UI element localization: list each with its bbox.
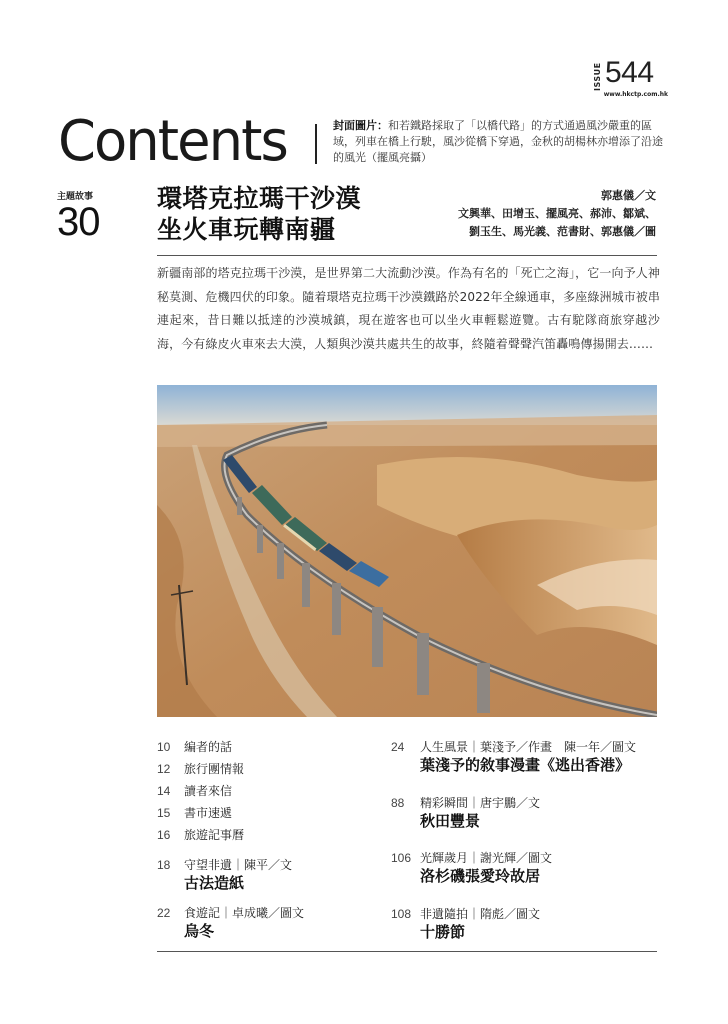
toc-label: 書市速遞 [184, 806, 233, 820]
toc-item[interactable] [157, 826, 387, 856]
toc-label: 人生風景｜葉淺予／作畫 陳一年／圖文 [420, 740, 637, 754]
toc-label: 精彩瞬間｜唐宇鵬／文 [420, 796, 541, 810]
page-title: Contents [58, 109, 287, 174]
toc-label: 光輝歲月｜謝光輝／圖文 [420, 851, 553, 865]
feature-title[interactable] [157, 183, 361, 245]
toc-title: 秋田豐景 [420, 812, 481, 830]
bottom-divider [157, 951, 657, 952]
toc-label: 守望非遺｜陳平／文 [184, 858, 293, 872]
cover-caption-text: 和若鐵路採取了「以橋代路」的方式通過風沙嚴重的區域，列車在橋上行駛，風沙從橋下穿過，金秋的胡楊林亦增添了沿途的風光（擺風亮攝） [333, 119, 663, 164]
toc-page-number: 10 [157, 740, 171, 754]
feature-divider [157, 255, 657, 256]
toc-item[interactable] [391, 794, 661, 849]
feature-title-line1: 環塔克拉瑪干沙漠 [157, 184, 362, 213]
feature-author-line3: 劉玉生、馬光義、范書財、郭惠儀／圖 [469, 225, 656, 238]
toc-page-number: 106 [391, 851, 412, 865]
toc-right-column [391, 738, 661, 949]
feature-credits [458, 187, 656, 241]
toc-item[interactable] [157, 804, 387, 826]
toc-page-number: 14 [157, 784, 171, 798]
feature-tag: 主題故事 [57, 192, 94, 202]
toc-label: 旅遊記事曆 [184, 828, 245, 842]
toc-title: 十勝節 [420, 923, 466, 941]
title-divider [315, 124, 317, 164]
toc-item[interactable] [157, 760, 387, 782]
feature-page-number[interactable]: 30 [57, 200, 100, 244]
toc-title: 葉淺予的敘事漫畫《逃出香港》 [420, 756, 631, 774]
toc-item[interactable] [157, 856, 387, 904]
toc-page-number: 24 [391, 740, 405, 754]
cover-caption [333, 118, 663, 166]
feature-summary: 新疆南部的塔克拉瑪干沙漠，是世界第二大流動沙漠。作為有名的「死亡之海」，它一向予人神秘莫測、危機四伏的印象。隨着環塔克拉瑪干沙漠鐵路於2022年全線通車，多座綠洲城市被串連起來，昔日難以抵達的沙漠城鎮，現在遊客也可以坐火車輕鬆遊覽。古有駝隊商旅穿越沙海，今有綠皮火車來去大漠，人類與沙漠共處共生的故事，終隨着聲聲汽笛轟鳴傳揚開去…… [157, 266, 660, 351]
toc-label: 非遺隨拍｜隋彪／圖文 [420, 907, 541, 921]
toc-page-number: 18 [157, 858, 171, 872]
toc-item[interactable] [391, 738, 661, 794]
toc-item[interactable] [157, 904, 387, 948]
feature-title-line2: 坐火車玩轉南疆 [157, 215, 336, 244]
issue-number: 544 [605, 56, 654, 89]
toc-title: 古法造紙 [184, 874, 245, 892]
toc-label: 食遊記｜卓成曦／圖文 [184, 906, 305, 920]
issue-url: www.hkctp.com.hk [603, 91, 668, 98]
toc-item[interactable] [157, 782, 387, 804]
issue-label: ISSUE [593, 62, 602, 92]
toc-label: 讀者來信 [184, 784, 233, 798]
toc-page-number: 22 [157, 906, 171, 920]
toc-page-number: 88 [391, 796, 405, 810]
feature-photo [157, 385, 657, 717]
cover-caption-label: 封面圖片： [333, 119, 388, 132]
toc-title: 烏冬 [184, 922, 215, 940]
toc-item[interactable] [157, 738, 387, 760]
toc-page-number: 15 [157, 806, 171, 820]
toc-title: 洛杉磯張愛玲故居 [420, 867, 541, 885]
toc-item[interactable] [391, 849, 661, 905]
toc-label: 編者的話 [184, 740, 233, 754]
toc-label: 旅行團情報 [184, 762, 245, 776]
feature-author-line1: 郭惠儀／文 [601, 189, 656, 202]
toc-page-number: 108 [391, 907, 412, 921]
toc-left-column [157, 738, 387, 948]
toc-page-number: 12 [157, 762, 171, 776]
toc-page-number: 16 [157, 828, 171, 842]
toc-item[interactable] [391, 905, 661, 949]
feature-author-line2: 文興華、田增玉、擺風亮、郝沛、鄒斌、 [458, 207, 656, 220]
